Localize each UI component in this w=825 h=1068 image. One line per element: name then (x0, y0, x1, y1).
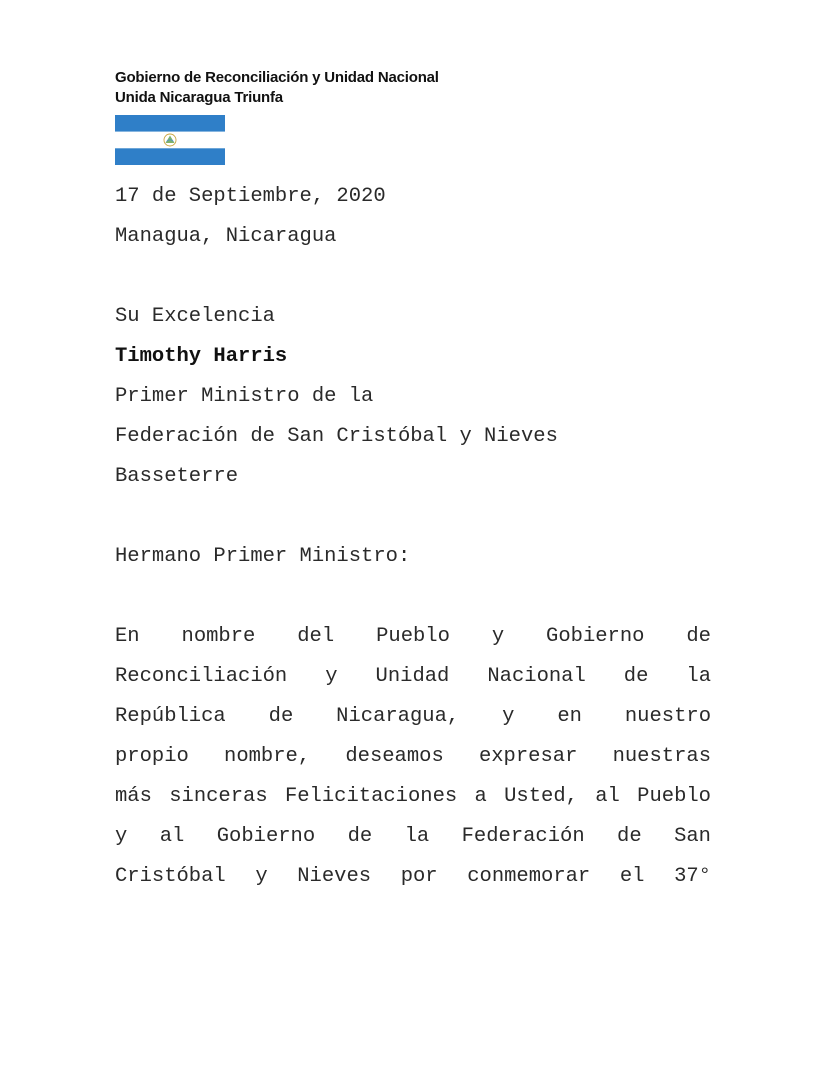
body-line: más sinceras Felicitaciones a Usted, al Pueblo (115, 785, 711, 808)
letterhead (115, 68, 439, 108)
letter-place: Managua, Nicaragua (115, 225, 337, 248)
body-line: propio nombre, deseamos expresar nuestras (115, 745, 711, 768)
letterhead-slogan: Unida Nicaragua Triunfa (115, 89, 283, 106)
recipient-name: Timothy Harris (115, 345, 288, 368)
recipient-position-line1: Primer Ministro de la (115, 385, 374, 408)
letter-date: 17 de Septiembre, 2020 (115, 185, 386, 208)
body-line: y al Gobierno de la Federación de San (115, 825, 711, 848)
body-line: Cristóbal y Nieves por conmemorar el 37° (115, 865, 711, 888)
nicaragua-flag-icon (115, 115, 225, 165)
recipient-city: Basseterre (115, 465, 239, 488)
body-line: En nombre del Pueblo y Gobierno de (115, 625, 711, 648)
letter-body (115, 625, 711, 905)
letterhead-government-name: Gobierno de Reconciliación y Unidad Nacional (115, 69, 439, 86)
greeting: Hermano Primer Ministro: (115, 545, 411, 568)
body-line: Reconciliación y Unidad Nacional de la (115, 665, 711, 688)
recipient-position-line2: Federación de San Cristóbal y Nieves (115, 425, 558, 448)
recipient-salutation-title: Su Excelencia (115, 305, 275, 328)
body-line: República de Nicaragua, y en nuestro (115, 705, 711, 728)
